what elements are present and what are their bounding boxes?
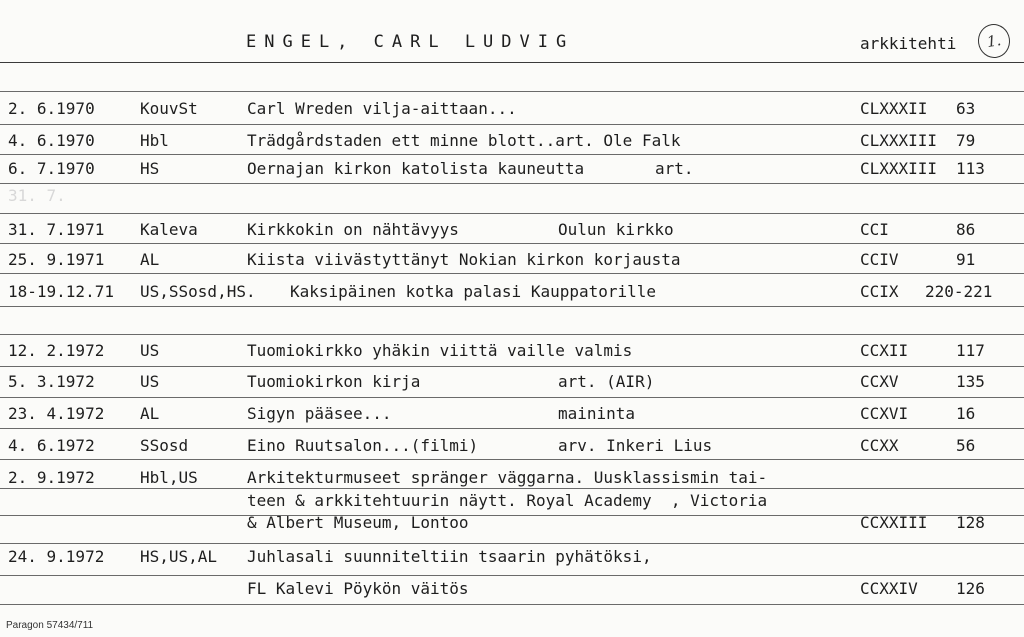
entry-title: Sigyn pääsee... (247, 404, 392, 423)
entry-date: 23. 4.1972 (8, 404, 105, 423)
entry-page: 128 (956, 513, 985, 532)
entry-volume: CCXXIV (860, 579, 918, 598)
entry-title-line: FL Kalevi Pöykön väitös (247, 579, 469, 598)
entry-date: 2. 9.1972 (8, 468, 95, 487)
entry-date: 2. 6.1970 (8, 99, 95, 118)
entry-row-continued (0, 513, 1024, 537)
entry-title-line: & Albert Museum, Lontoo (247, 513, 469, 532)
entry-row (0, 436, 1024, 460)
entry-volume: CCIV (860, 250, 899, 269)
card-number: 1. (976, 22, 1012, 60)
rule (0, 183, 1024, 184)
rule (0, 334, 1024, 335)
entry-title: Kirkkokin on nähtävyys (247, 220, 459, 239)
entry-title-line: Juhlasali suunniteltiin tsaarin pyhätöksi, (247, 547, 652, 566)
entry-row (0, 186, 1024, 210)
rule (0, 428, 1024, 429)
entry-source: US (140, 341, 160, 360)
entry-row (0, 159, 1024, 183)
entry-title-line: Arkitekturmuseet spränger väggarna. Uusklassismin tai- (247, 468, 768, 487)
entry-row (0, 282, 1024, 306)
card-header (0, 30, 1024, 60)
entry-row (0, 250, 1024, 274)
entry-row-continued (0, 579, 1024, 603)
entry-source: Hbl,US (140, 468, 198, 487)
rule (0, 604, 1024, 605)
entry-date: 24. 9.1972 (8, 547, 105, 566)
rule (0, 124, 1024, 125)
entry-source: AL (140, 404, 160, 423)
entry-date: 12. 2.1972 (8, 341, 105, 360)
entry-row (0, 341, 1024, 365)
entry-note: Oulun kirkko (558, 220, 674, 239)
profession: arkkitehti (860, 34, 957, 53)
entry-date: 4. 6.1970 (8, 131, 95, 150)
entry-note: arv. Inkeri Lius (558, 436, 713, 455)
entry-title: Kiista viivästyttänyt Nokian kirkon korjausta (247, 250, 681, 269)
entry-source: AL (140, 250, 160, 269)
rule (0, 366, 1024, 367)
rule (0, 91, 1024, 92)
entry-page: 63 (956, 99, 976, 118)
entry-date: 4. 6.1972 (8, 436, 95, 455)
entry-page: 56 (956, 436, 976, 455)
entry-note: art. (AIR) (558, 372, 655, 391)
entry-volume: CCI (860, 220, 889, 239)
rule (0, 459, 1024, 460)
entry-date: 6. 7.1970 (8, 159, 95, 178)
entry-title-line: teen & arkkitehtuurin näytt. Royal Academy , Victoria (247, 491, 768, 510)
entry-volume: CCXXIII (860, 513, 928, 532)
entry-volume: CCXV (860, 372, 899, 391)
entry-page: 91 (956, 250, 976, 269)
entry-source: HS,US,AL (140, 547, 218, 566)
entry-note: art. (655, 159, 694, 178)
entry-page: 135 (956, 372, 985, 391)
entry-date: 5. 3.1972 (8, 372, 95, 391)
rule (0, 62, 1024, 63)
entry-page: 16 (956, 404, 976, 423)
entry-source: SSosd (140, 436, 189, 455)
entry-source: HS (140, 159, 160, 178)
entry-title: Tuomiokirkon kirja (247, 372, 421, 391)
entry-volume: CCIX (860, 282, 899, 301)
rule (0, 543, 1024, 544)
entry-page: 113 (956, 159, 985, 178)
rule (0, 306, 1024, 307)
entry-row (0, 131, 1024, 155)
entry-page: 126 (956, 579, 985, 598)
entry-source: KouvSt (140, 99, 198, 118)
entry-row-continued (0, 491, 1024, 515)
entry-volume: CLXXXIII (860, 159, 938, 178)
entry-note: maininta (558, 404, 636, 423)
entry-row (0, 404, 1024, 428)
entry-row (0, 99, 1024, 123)
entry-page: 117 (956, 341, 985, 360)
entry-source: Hbl (140, 131, 169, 150)
entry-title: Kaksipäinen kotka palasi Kauppatorille (290, 282, 657, 301)
entry-source: US,SSosd,HS. (140, 282, 256, 301)
person-name: ENGEL, CARL LUDVIG (246, 32, 575, 52)
entry-volume: CCXII (860, 341, 909, 360)
rule (0, 575, 1024, 576)
printer-mark: Paragon 57434/711 (6, 620, 94, 631)
entry-title: Eino Ruutsalon...(filmi) (247, 436, 479, 455)
entry-date: 31. 7. (8, 186, 66, 205)
rule (0, 213, 1024, 214)
entry-date: 25. 9.1971 (8, 250, 105, 269)
rule (0, 397, 1024, 398)
entry-page: 79 (956, 131, 976, 150)
entry-row (0, 547, 1024, 571)
entry-date: 31. 7.1971 (8, 220, 105, 239)
entry-volume: CLXXXII (860, 99, 928, 118)
entry-title: Oernajan kirkon katolista kauneutta (247, 159, 585, 178)
entry-title: Carl Wreden vilja-aittaan... (247, 99, 517, 118)
entry-title: Trädgårdstaden ett minne blott..art. Ole Falk (247, 131, 681, 150)
entry-volume: CLXXXIII (860, 131, 938, 150)
entry-volume: CCXVI (860, 404, 909, 423)
entry-source: US (140, 372, 160, 391)
entry-source: Kaleva (140, 220, 198, 239)
rule (0, 273, 1024, 274)
entry-page: 220-221 (925, 282, 993, 301)
rule (0, 154, 1024, 155)
rule (0, 243, 1024, 244)
entry-row (0, 220, 1024, 244)
entry-row (0, 372, 1024, 396)
entry-title: Tuomiokirkko yhäkin viittä vaille valmis (247, 341, 633, 360)
entry-volume: CCXX (860, 436, 899, 455)
rule (0, 488, 1024, 489)
entry-page: 86 (956, 220, 976, 239)
entry-date: 18-19.12.71 (8, 282, 114, 301)
